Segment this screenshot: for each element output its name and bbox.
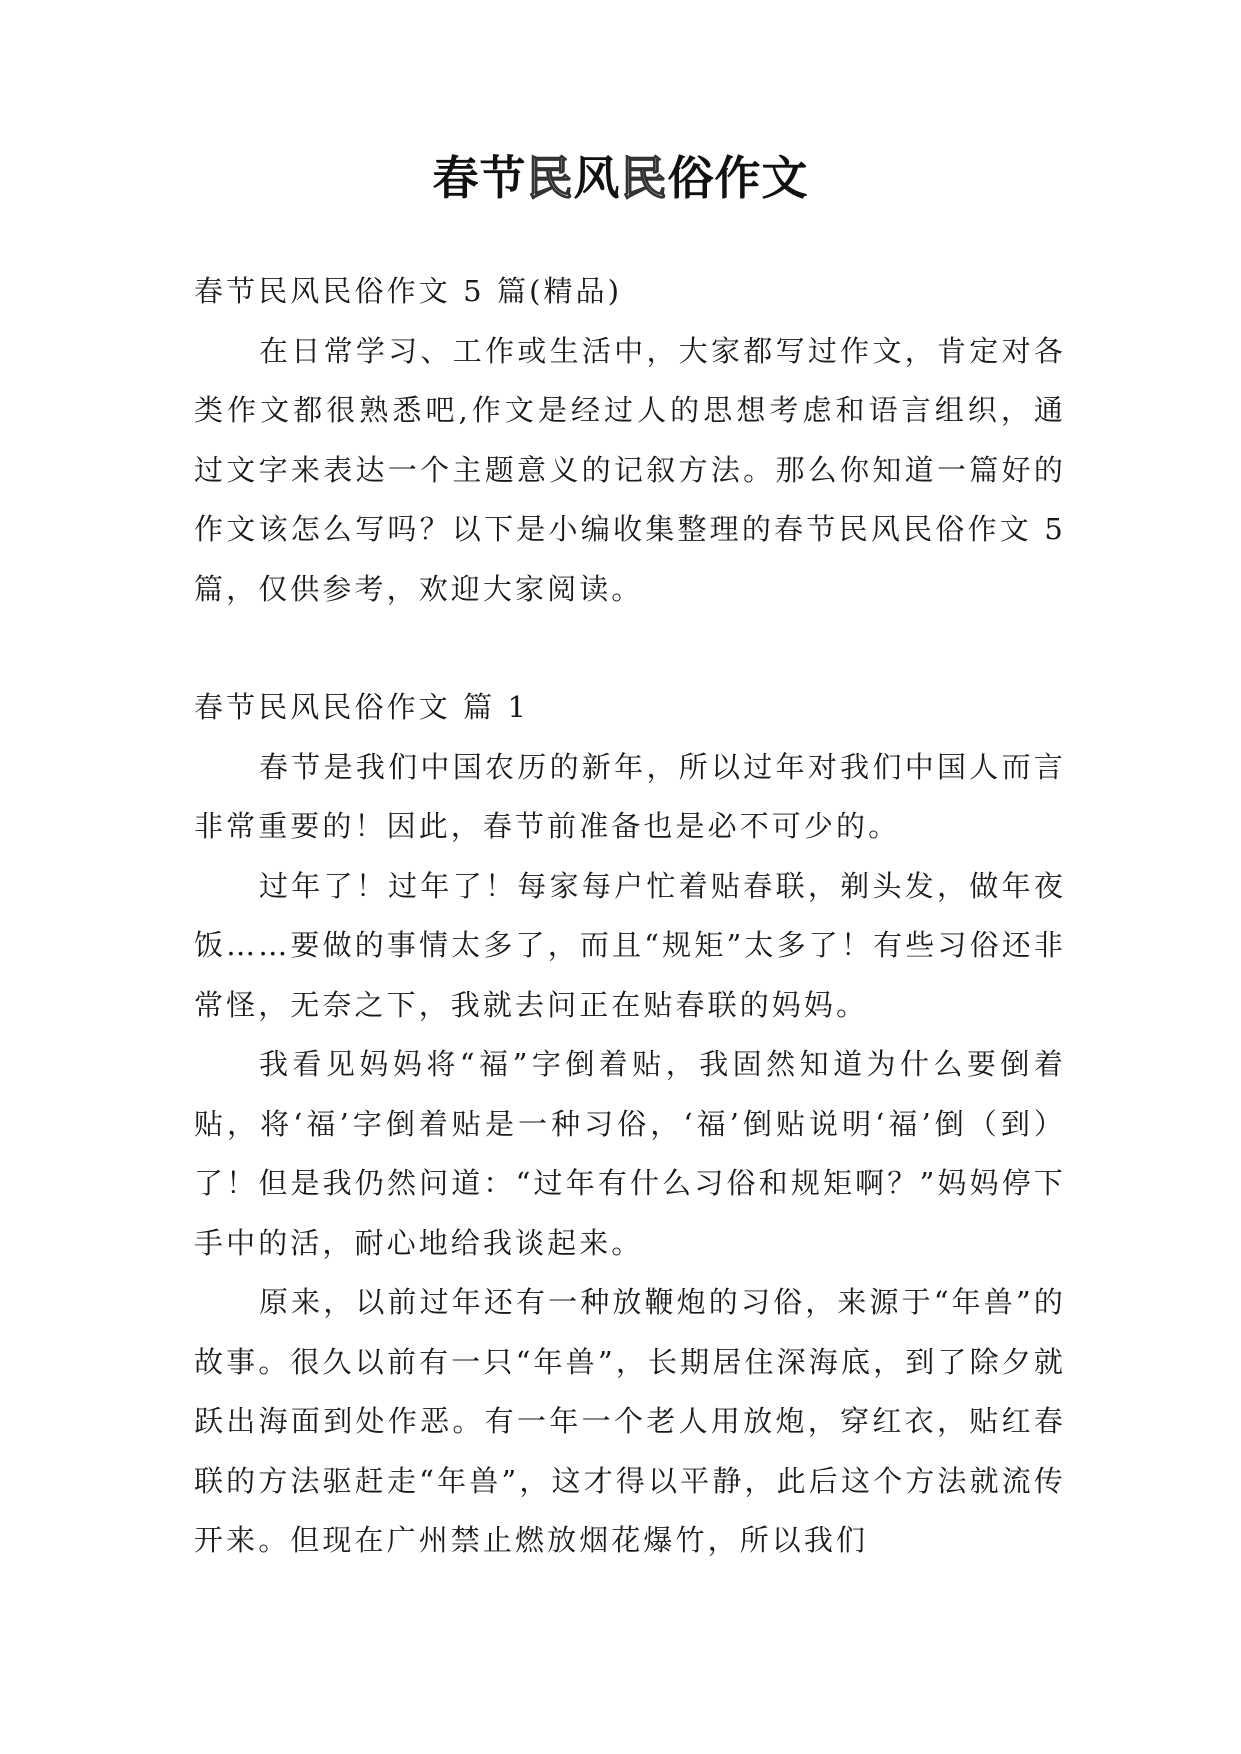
body-paragraph-1: 春节是我们中国农历的新年，所以过年对我们中国人而言非常重要的！因此，春节前准备也是必不可少的。 (194, 749, 1066, 843)
title-part-end: 俗作文 (667, 151, 809, 205)
document-subtitle: 春节民风民俗作文 5 篇(精品) (194, 274, 623, 308)
title-part-outline-min-2: 民 (620, 151, 668, 205)
body-paragraph-3: 我看见妈妈将“福”字倒着贴，我固然知道为什么要倒着贴，将‘福’字倒着贴是一种习俗，‘福’倒贴说明‘福’倒（到）了！但是我仍然问道：“过年有什么习俗和规矩啊？”妈妈停下手中的活，耐心地给我谈起来。 (194, 1047, 1066, 1260)
document-body (194, 262, 1066, 1571)
document-title (0, 148, 1241, 208)
title-part-outline-min-1: 民 (526, 151, 574, 205)
intro-paragraph: 在日常学习、工作或生活中，大家都写过作文，肯定对各类作文都很熟悉吧,作文是经过人的思想考虑和语言组织，通过文字来表达一个主题意义的记叙方法。那么你知道一篇好的作文该怎么写吗？以下是小编收集整理的春节民风民俗作文 5 篇，仅供参考，欢迎大家阅读。 (194, 333, 1066, 606)
body-paragraph-2: 过年了！过年了！每家每户忙着贴春联，剃头发，做年夜饭……要做的事情太多了，而且“规矩”太多了！有些习俗还非常怪，无奈之下，我就去问正在贴春联的妈妈。 (194, 868, 1066, 1022)
section-gap (194, 619, 1066, 678)
body-paragraph-4: 原来，以前过年还有一种放鞭炮的习俗，来源于“年兽”的故事。很久以前有一只“年兽”，长期居住深海底，到了除夕就跃出海面到处作恶。有一年一个老人用放炮，穿红衣，贴红春联的方法驱赶走“年兽”，这才得以平静，此后这个方法就流传开来。但现在广州禁止燃放烟花爆竹，所以我们 (194, 1285, 1066, 1557)
title-part-1: 春节 (432, 151, 527, 205)
section-heading-1: 春节民风民俗作文 篇 1 (194, 690, 530, 724)
title-part-feng: 风 (573, 151, 621, 205)
